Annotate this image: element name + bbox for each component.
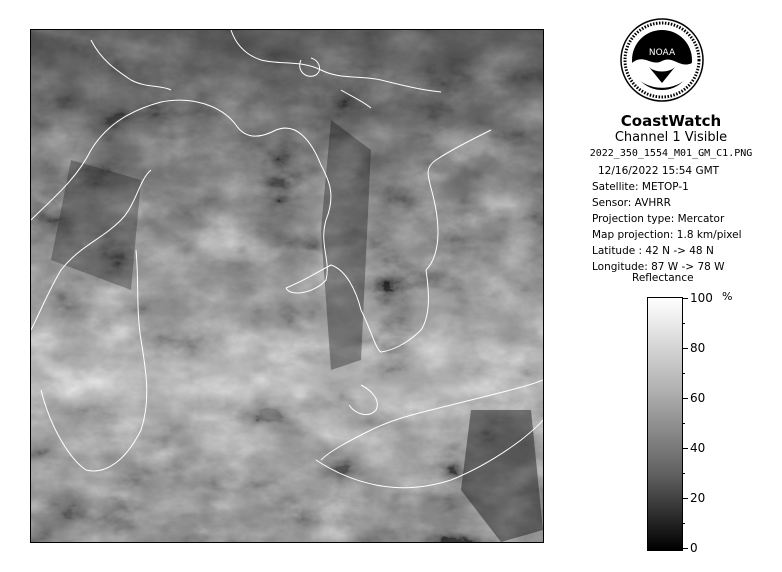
datetime-label: 12/16/2022 15:54 GMT — [598, 165, 720, 177]
colorbar-tick — [682, 348, 688, 349]
colorbar-minor-tick — [682, 373, 685, 374]
colorbar-tick-label: 80 — [690, 341, 706, 355]
colorbar-tick — [682, 448, 688, 449]
colorbar-minor-tick — [682, 473, 685, 474]
longitude-label: Longitude: 87 W -> 78 W — [592, 261, 725, 273]
colorbar-minor-tick — [682, 523, 685, 524]
colorbar-minor-tick — [682, 323, 685, 324]
colorbar-tick-label: 60 — [690, 391, 706, 405]
colorbar-tick — [682, 398, 688, 399]
satellite-label: Satellite: METOP-1 — [592, 181, 689, 193]
map-projection-label: Map projection: 1.8 km/pixel — [592, 229, 742, 241]
latitude-label: Latitude : 42 N -> 48 N — [592, 245, 714, 257]
product-title: CoastWatch — [620, 112, 722, 130]
colorbar-label: Reflectance — [632, 272, 694, 284]
reflectance-colorbar — [647, 297, 683, 551]
colorbar-tick-label: 100 — [690, 291, 713, 305]
sensor-label: Sensor: AVHRR — [592, 197, 671, 209]
colorbar-tick — [682, 498, 688, 499]
satellite-image — [30, 29, 544, 543]
colorbar-unit: % — [722, 290, 733, 303]
satellite-image-svg — [31, 30, 543, 542]
image-filename: 2022_350_1554_M01_GM_C1.PNG — [589, 148, 753, 159]
colorbar-tick — [682, 548, 688, 549]
colorbar-tick-label: 0 — [690, 541, 698, 555]
product-subtitle: Channel 1 Visible — [614, 130, 728, 145]
colorbar-tick-label: 20 — [690, 491, 706, 505]
colorbar-tick — [682, 298, 688, 299]
colorbar-tick-label: 40 — [690, 441, 706, 455]
noaa-logo — [619, 17, 705, 103]
logo-text: NOAA — [648, 48, 676, 58]
colorbar-minor-tick — [682, 423, 685, 424]
projection-type-label: Projection type: Mercator — [592, 213, 725, 225]
